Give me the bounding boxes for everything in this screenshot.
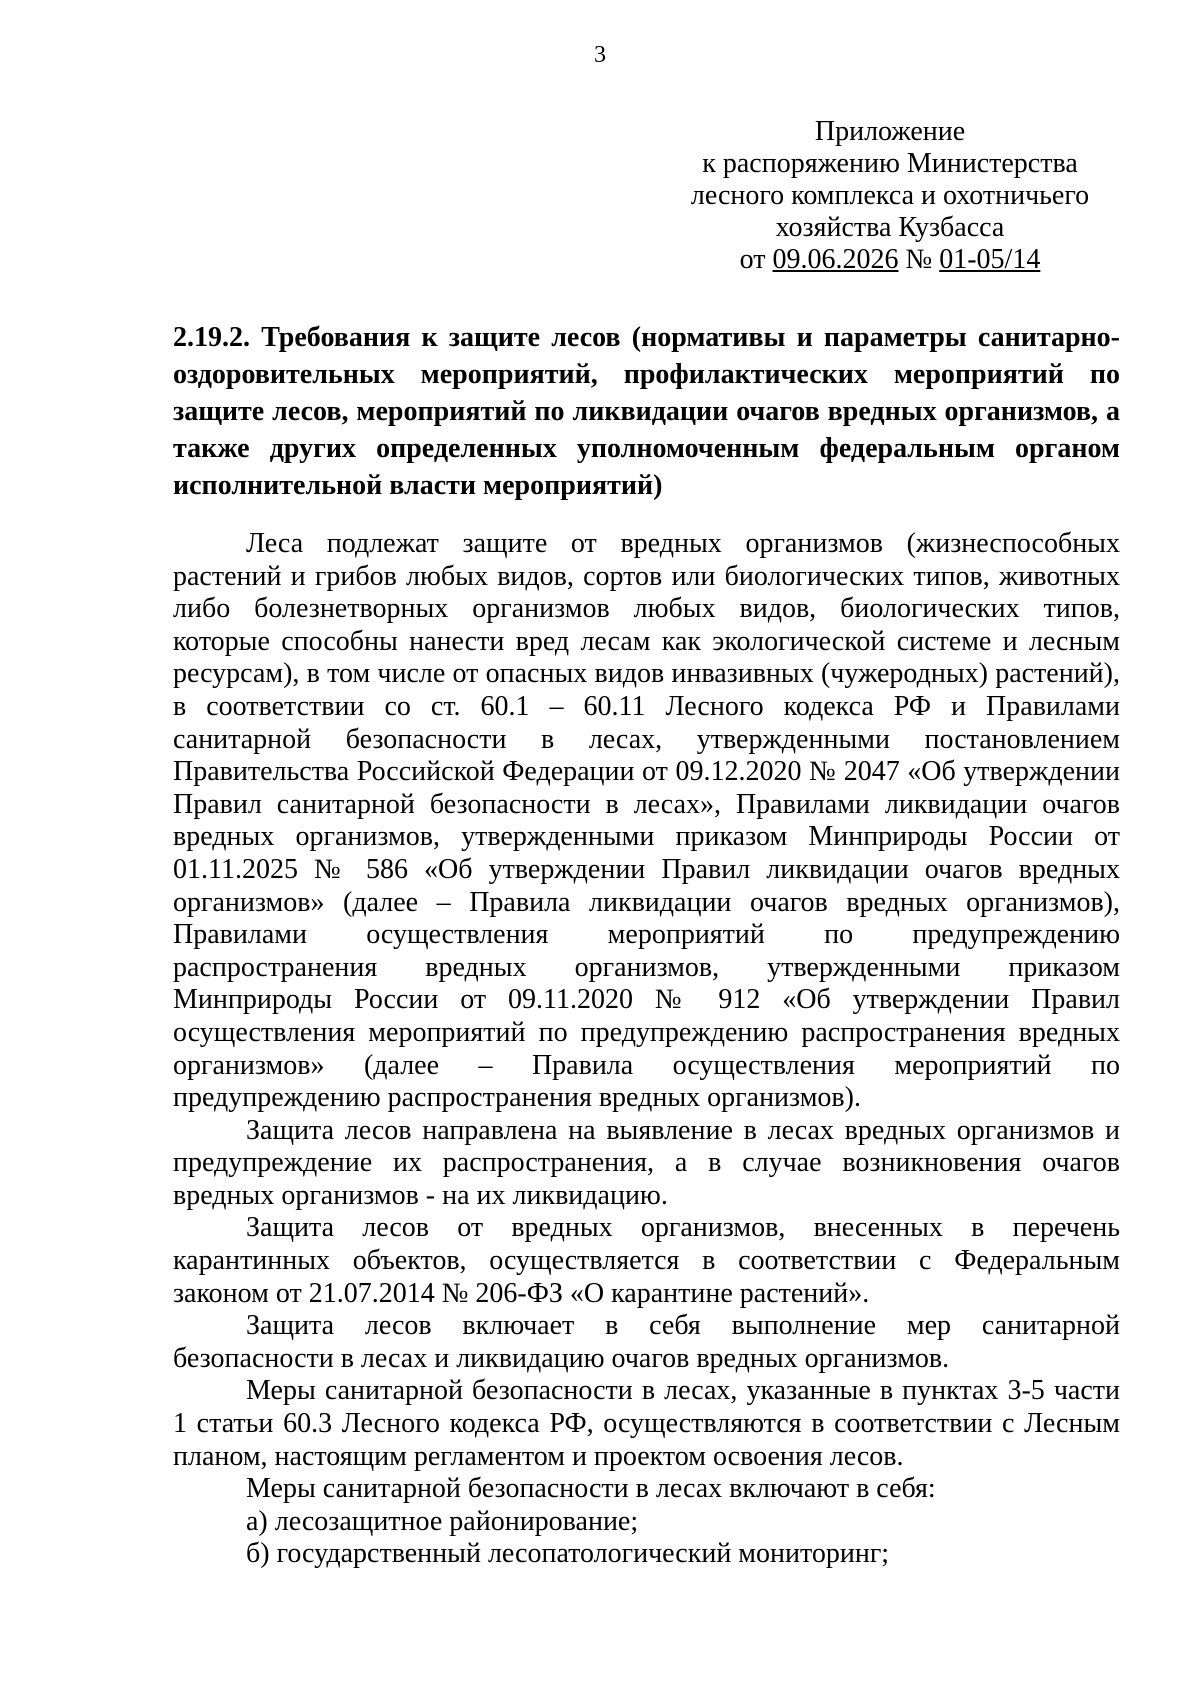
paragraph: Леса подлежат защите от вредных организмов (жизнеспособных растений и грибов любых видов, сортов или биологических типов, животных либо болезнетворных организмов любых видов, биологических типов, которые способны нанести вред лесам как экологической системе и лесным ресурсам), в том числе от опасных видов инвазивных (чужеродных) растений), в соответствии со ст. 60.1 – 60.11 Лесного кодекса РФ и Правилами санитарной безопасности в лесах, утвержденными постановлением Правительства Российской Федерации от 09.12.2020 № 2047 «Об утверждении Правил санитарной безопасности в лесах», Правилами ликвидации очагов вредных организмов, утвержденными приказом Минприроды России от 01.11.2025 № 586 «Об утверждении Правил ликвидации очагов вредных организмов» (далее – Правила ликвидации очагов вредных организмов), Правилами осуществления мероприятий по предупреждению распространения вредных организмов, утвержденными приказом Минприроды России от 09.11.2020 № 912 «Об утверждении Правил осуществления мероприятий по предупреждению распространения вредных организмов» (далее – Правила осуществления мероприятий по предупреждению распространения вредных организмов). bbox=[173, 528, 1120, 1114]
paragraph: Меры санитарной безопасности в лесах включают в себя: bbox=[246, 1473, 936, 1505]
appendix-line-region: хозяйства Кузбасса bbox=[775, 212, 1005, 243]
paragraph: Защита лесов включает в себя выполнение мер санитарной безопасности в лесах и ликвидацию очагов вредных организмов. bbox=[173, 1310, 1120, 1374]
page-number: 3 bbox=[594, 42, 606, 68]
appendix-line-ministry: лесного комплекса и охотничьего bbox=[690, 180, 1090, 211]
list-item: б) государственный лесопатологический мониторинг; bbox=[246, 1538, 890, 1570]
from-prefix: от bbox=[739, 244, 766, 275]
document-body bbox=[173, 319, 1120, 1571]
section-heading: 2.19.2. Требования к защите лесов (нормативы и параметры санитарно-оздоровительных мероприятий, профилактических мероприятий по защите лесов, мероприятий по ликвидации очагов вредных организмов, а также других определенных уполномоченным федеральным органом исполнительной власти мероприятий) bbox=[173, 322, 1120, 501]
paragraph: Меры санитарной безопасности в лесах, указанные в пунктах 3-5 части 1 статьи 60.3 Лесного кодекса РФ, осуществляются в соответствии с Лесным планом, настоящим регламентом и проектом освоения лесов. bbox=[173, 1375, 1120, 1472]
appendix-title: Приложение bbox=[814, 116, 966, 147]
appendix-header bbox=[650, 116, 1130, 276]
list-item: а) лесозащитное районирование; bbox=[246, 1505, 639, 1537]
paragraph: Защита лесов от вредных организмов, внесенных в перечень карантинных объектов, осуществляется в соответствии с Федеральным законом от 21.07.2014 № 206-ФЗ «О карантине растений». bbox=[173, 1212, 1120, 1309]
order-date: 09.06.2026 bbox=[772, 244, 899, 275]
paragraph: Защита лесов направлена на выявление в лесах вредных организмов и предупреждение их распространения, а в случае возникновения очагов вредных организмов - на их ликвидацию. bbox=[173, 1114, 1120, 1211]
appendix-line-order: к распоряжению Министерства bbox=[702, 148, 1078, 179]
number-sign: № bbox=[905, 244, 933, 275]
order-number: 01-05/14 bbox=[939, 244, 1041, 275]
appendix-date-line bbox=[650, 244, 1130, 276]
